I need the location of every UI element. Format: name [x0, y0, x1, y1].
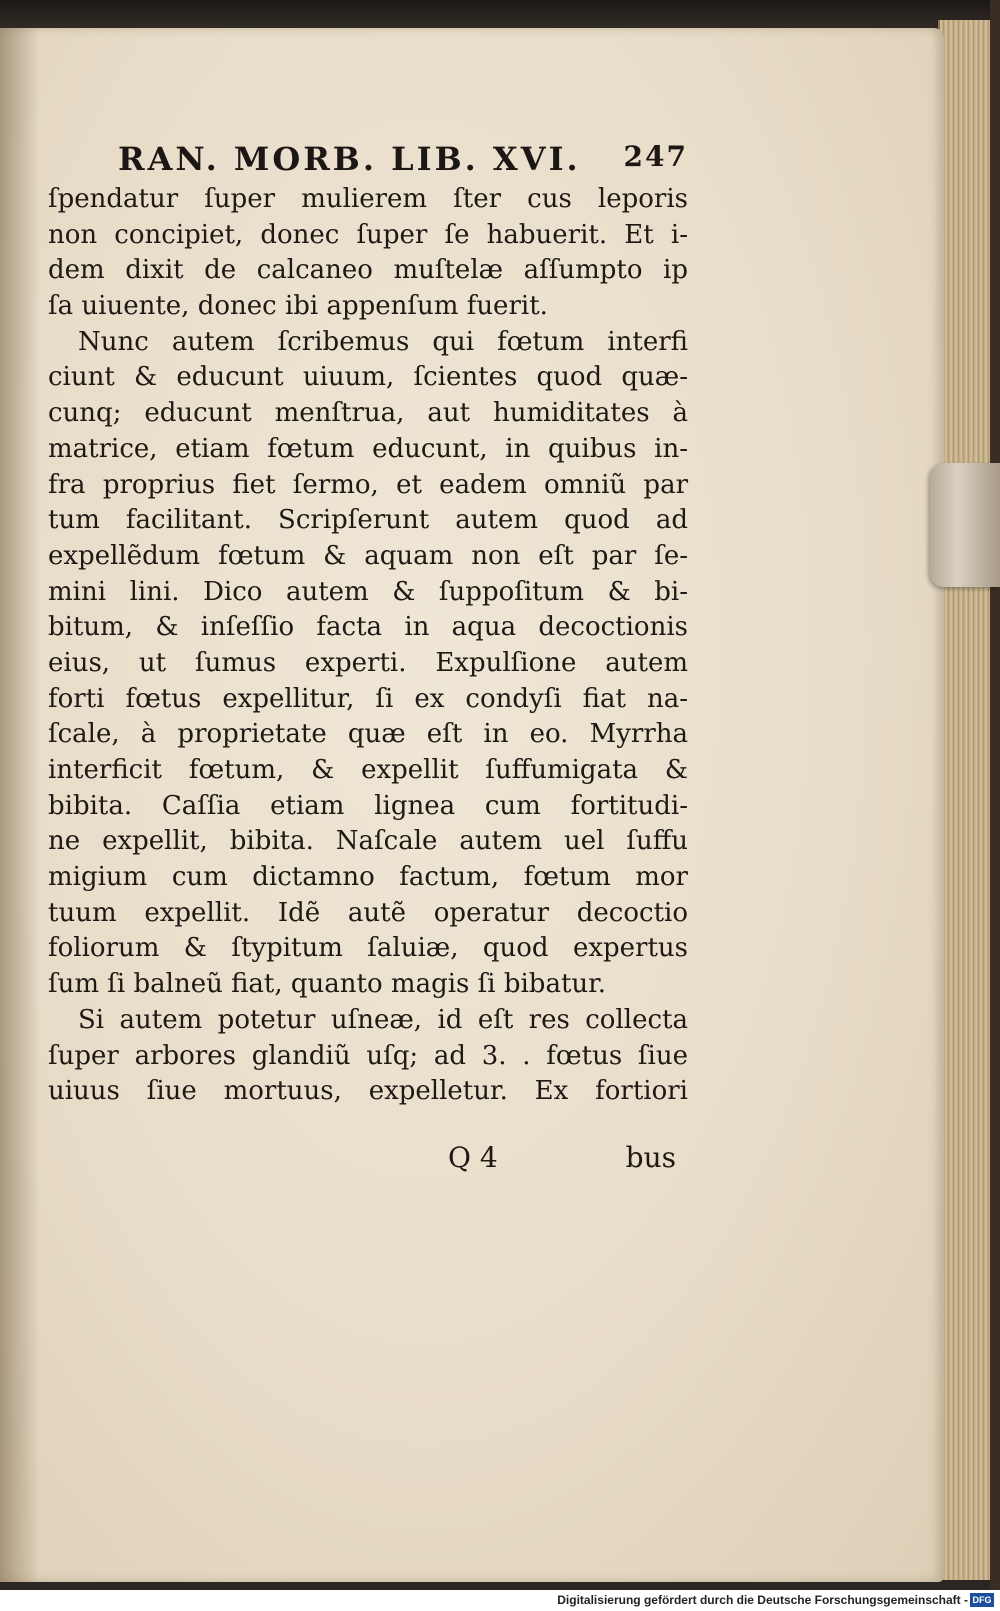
text-line: interficit fœtum, & expellit ſuffumigata & [48, 755, 688, 785]
body-text [48, 182, 688, 1110]
text-line: dem dixit de calcaneo muſtelæ aſſumpto ip [48, 255, 688, 286]
gutter-shadow [0, 28, 40, 1582]
text-line: ſa uiuente, donec ibi appenſum fuerit. [48, 291, 548, 322]
text-line: fra proprius fiet ſermo, et eadem omniũ par [48, 469, 688, 500]
text-line: migium cum dictamno factum, fœtum mor [48, 862, 688, 893]
text-line: Si autem potetur uſneæ, id eſt res collecta [78, 1004, 688, 1035]
text-line: tuum expellit. Idẽ autẽ operatur decoctio [48, 897, 688, 928]
text-line: bitum, & inſeſſio facta in aqua decoctionis [48, 612, 688, 643]
text-line: Nunc autem ſcribemus qui fœtum interfi [78, 326, 688, 357]
page-number: 247 [623, 140, 688, 173]
text-line: uiuus ſiue mortuus, expelletur. Ex fortiori [48, 1076, 688, 1107]
text-line: bibita. Caſſia etiam lignea cum fortitudi- [48, 790, 688, 821]
text-line: non concipiet, donec ſuper ſe habuerit. Et i- [48, 219, 688, 250]
running-head [118, 140, 688, 178]
running-head-title: RAN. MORB. LIB. XVI. [118, 140, 581, 178]
text-line: mini lini. Dico autem & ſuppoſitum & bi- [48, 576, 688, 607]
text-line: foliorum & ſtypitum ſaluiæ, quod expertus [48, 933, 688, 964]
book-edge-shadow [990, 0, 1000, 1611]
text-line: ſum ſi balneũ fiat, quanto magis ſi bibatur. [48, 969, 606, 1000]
text-line: ciunt & educunt uiuum, ſcientes quod quæ- [48, 362, 688, 393]
text-line: eius, ut ſumus experti. Expulſione autem [48, 647, 688, 678]
text-line: ſpendatur ſuper mulierem ſter cus leporis [48, 184, 688, 214]
text-line: ſuper arbores glandiũ uſq; ad 3. . fœtus ſiue [48, 1040, 688, 1071]
page-tab-marker [930, 463, 1000, 587]
digitization-footer [0, 1590, 1000, 1611]
catchword: bus [625, 1141, 676, 1174]
text-line: matrice, etiam fœtum educunt, in quibus in- [48, 433, 688, 464]
text-line: ſcale, à proprietate quæ eſt in eo. Myrrha [48, 719, 688, 750]
text-line: expellẽdum fœtum & aquam non eſt par ſe- [48, 540, 688, 571]
dfg-logo: DFG [970, 1593, 994, 1607]
page-foot [48, 1141, 688, 1181]
text-line: ne expellit, bibita. Naſcale autem uel ſuffu [48, 826, 688, 857]
text-line: forti fœtus expellitur, ſi ex condyſi fiat na- [48, 683, 688, 714]
text-line: cunq; educunt menſtrua, aut humiditates à [48, 398, 688, 429]
text-line: tum facilitant. Scripſerunt autem quod ad [48, 505, 688, 536]
signature-mark: Q 4 [448, 1141, 498, 1174]
footer-credit: Digitalisierung gefördert durch die Deutsche Forschungsgemeinschaft - [557, 1593, 968, 1607]
